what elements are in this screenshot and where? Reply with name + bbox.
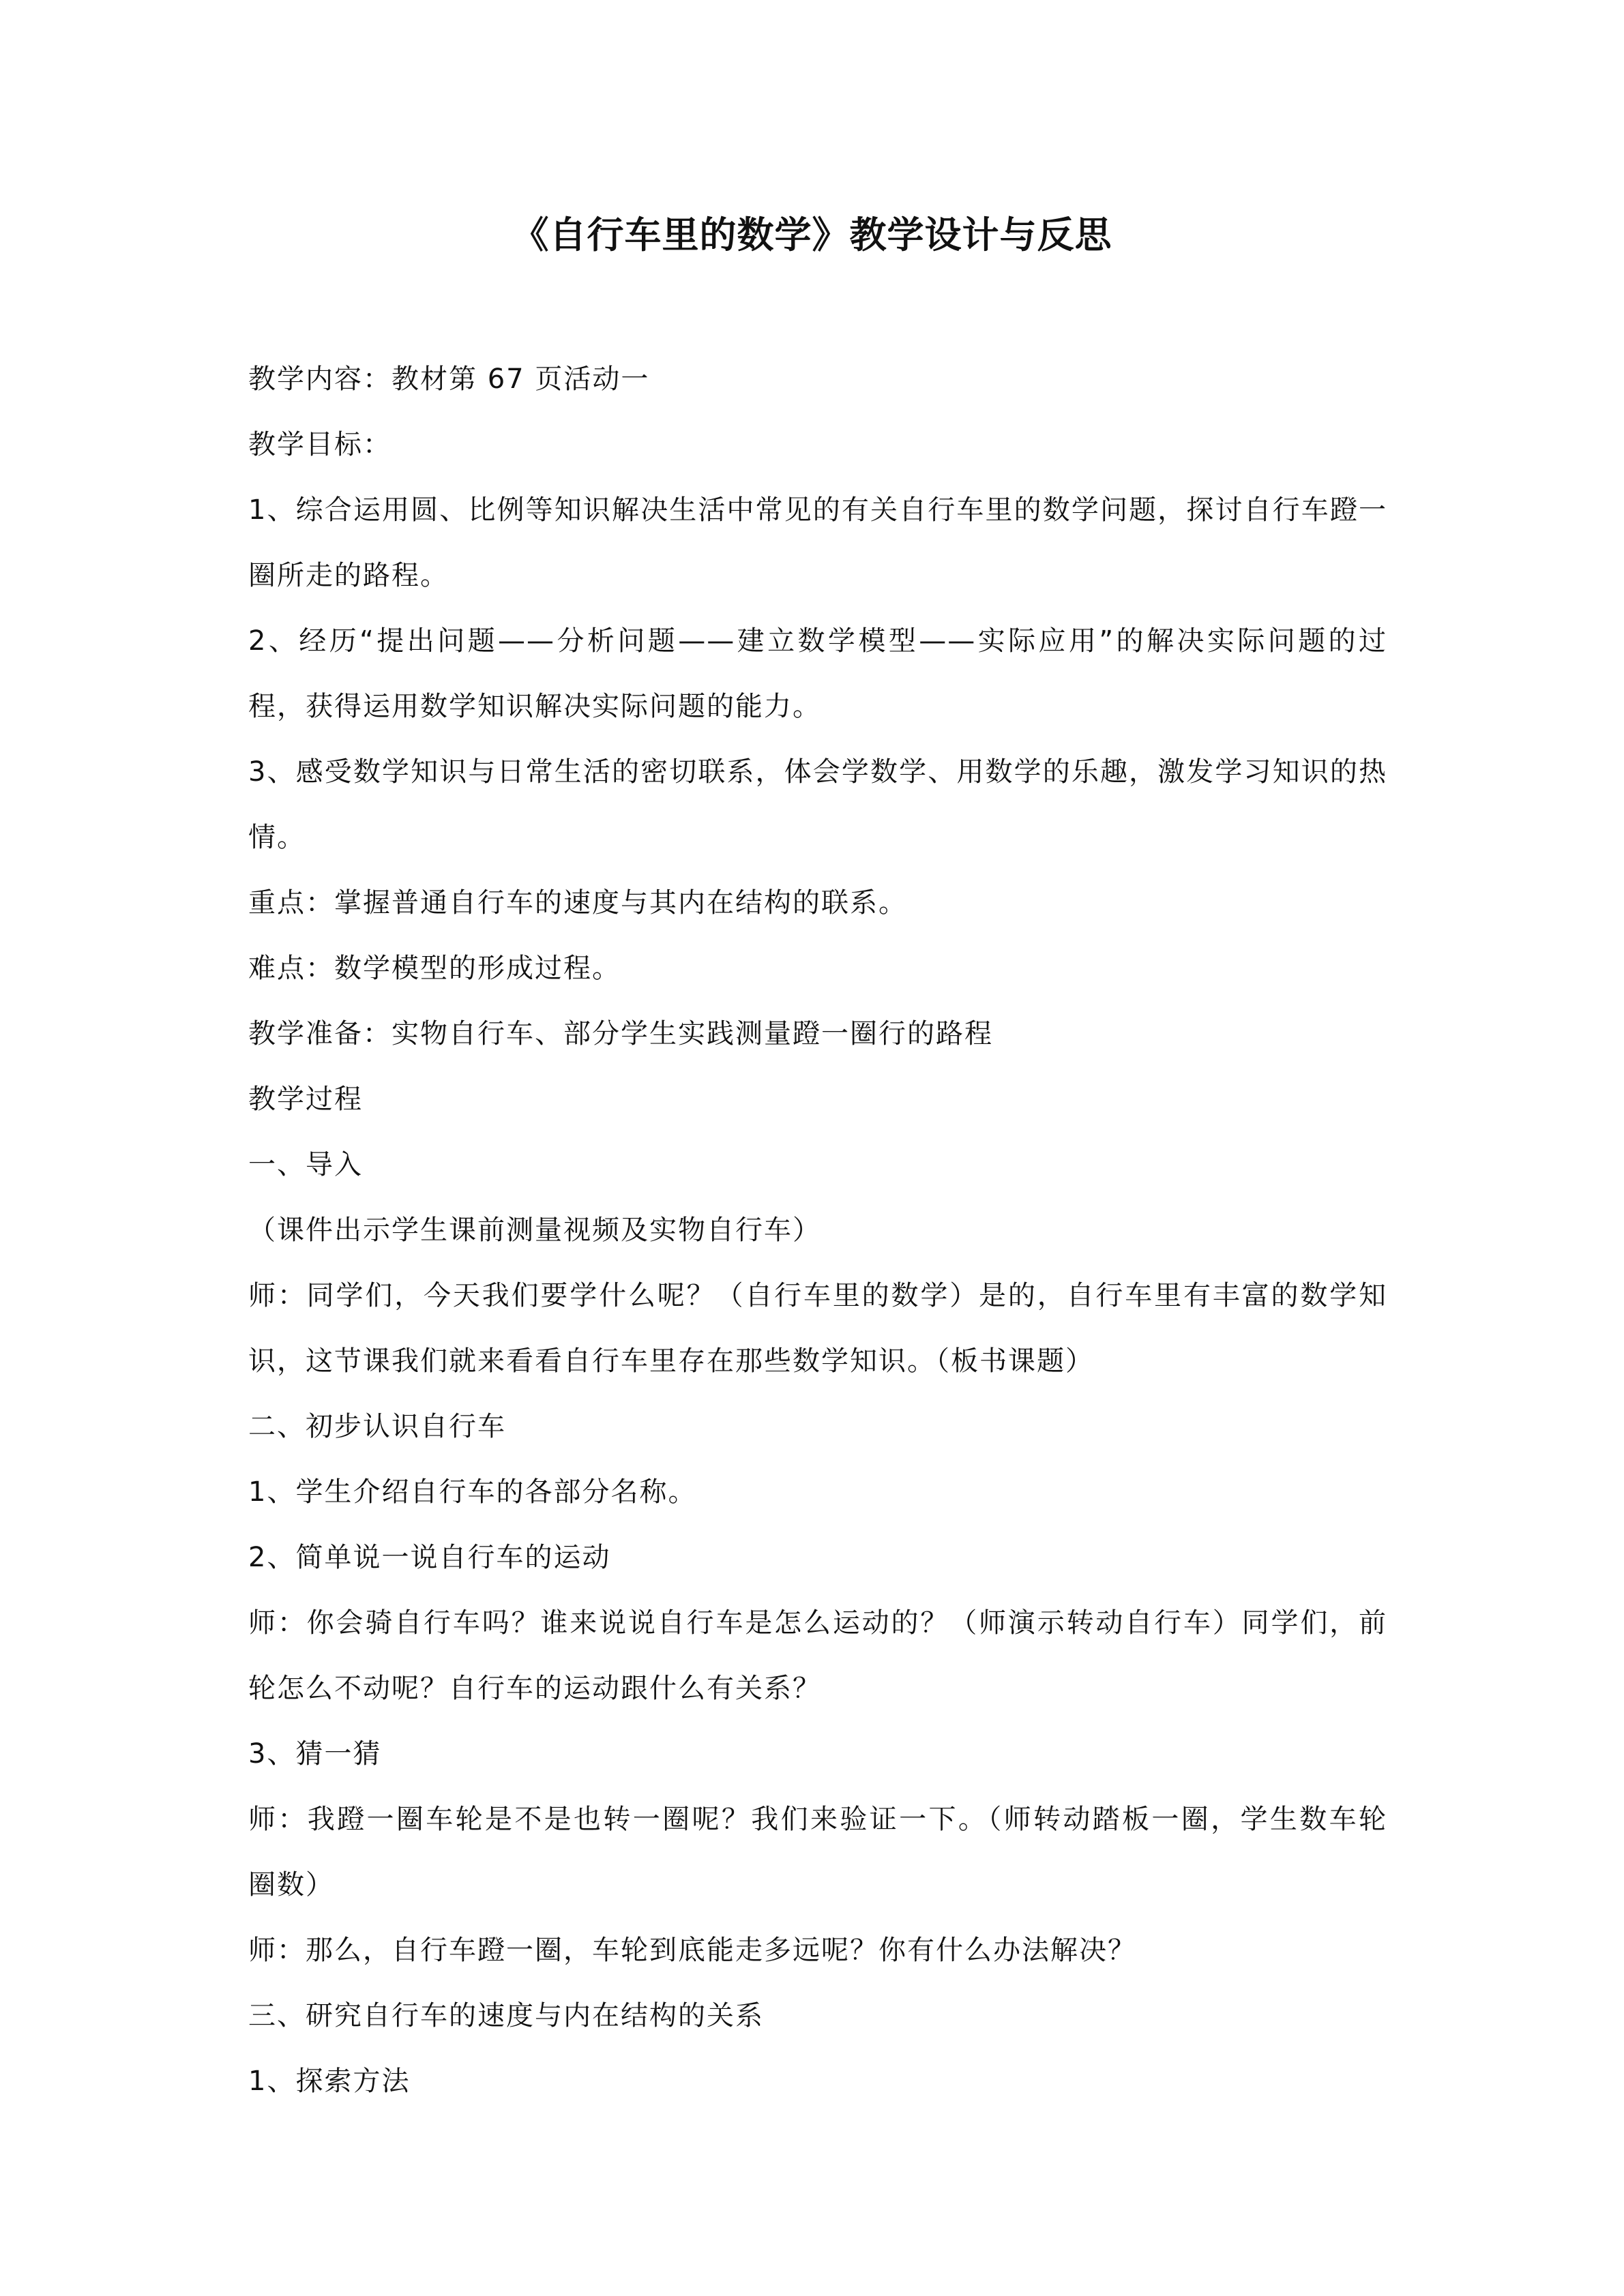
step-1-line: 1、学生介绍自行车的各部分名称。 (248, 1476, 697, 1508)
goal-2-line-2: 程，获得运用数学知识解决实际问题的能力。 (248, 691, 821, 722)
teaching-goals-heading: 教学目标： (248, 429, 392, 460)
teacher-intro-line-1: 师：同学们，今天我们要学什么呢？（自行车里的数学）是的，自行车里有丰富的数学知 (248, 1280, 1387, 1311)
goal-1-line-1: 1、综合运用圆、比例等知识解决生活中常见的有关自行车里的数学问题，探讨自行车蹬一 (248, 494, 1387, 526)
preparation-line: 教学准备：实物自行车、部分学生实践测量蹬一圈行的路程 (248, 1018, 993, 1049)
teacher-verify-line-1: 师：我蹬一圈车轮是不是也转一圈呢？我们来验证一下。（师转动踏板一圈，学生数车轮 (248, 1804, 1387, 1835)
section-2-heading: 二、初步认识自行车 (248, 1411, 506, 1442)
key-point-line: 重点：掌握普通自行车的速度与其内在结构的联系。 (248, 887, 907, 919)
goal-1-line-2: 圈所走的路程。 (248, 560, 449, 591)
step-2-line: 2、简单说一说自行车的运动 (248, 1542, 611, 1573)
goal-2-line-1: 2、经历“提出问题——分析问题——建立数学模型——实际应用”的解决实际问题的过 (248, 625, 1387, 657)
courseware-note: （课件出示学生课前测量视频及实物自行车） (248, 1214, 821, 1246)
teacher-intro-line-2: 识，这节课我们就来看看自行车里存在那些数学知识。（板书课题） (248, 1345, 1094, 1377)
teacher-distance-question: 师：那么，自行车蹬一圈，车轮到底能走多远呢？你有什么办法解决？ (248, 1935, 1136, 1966)
step-3-line: 3、猜一猜 (248, 1738, 382, 1770)
section-3-heading: 三、研究自行车的速度与内在结构的关系 (248, 2000, 764, 2031)
teacher-question-line-2: 轮怎么不动呢？自行车的运动跟什么有关系？ (248, 1673, 821, 1704)
goal-3-line-1: 3、感受数学知识与日常生活的密切联系，体会学数学、用数学的乐趣，激发学习知识的热 (248, 756, 1387, 788)
goal-3-line-2: 情。 (248, 822, 306, 853)
teacher-verify-line-2: 圈数） (248, 1869, 334, 1900)
explore-method-line: 1、探索方法 (248, 2066, 411, 2097)
section-1-heading: 一、导入 (248, 1149, 363, 1180)
difficulty-line: 难点：数学模型的形成过程。 (248, 953, 621, 984)
teaching-content-line: 教学内容：教材第 67 页活动一 (248, 363, 650, 395)
teacher-question-line-1: 师：你会骑自行车吗？谁来说说自行车是怎么运动的？（师演示转动自行车）同学们，前 (248, 1607, 1387, 1639)
process-heading: 教学过程 (248, 1084, 363, 1115)
document-title: 《自行车里的数学》教学设计与反思 (512, 213, 1112, 256)
